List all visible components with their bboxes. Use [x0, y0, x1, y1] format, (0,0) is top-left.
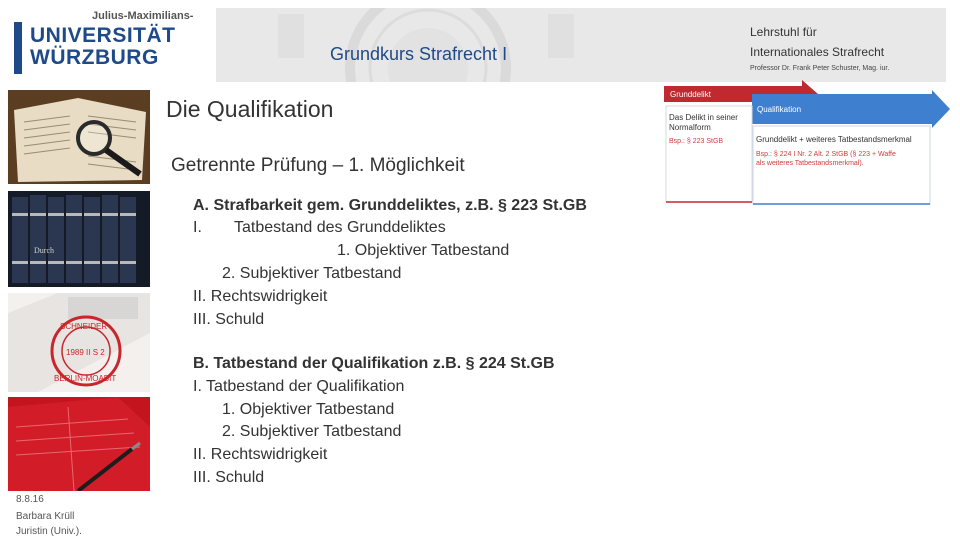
section-a-item2: II. Rechtswidrigkeit: [193, 288, 328, 305]
section-b-item1-sub1: 1. Objektiver Tatbestand: [222, 401, 395, 418]
court-stamp-illustration: [8, 293, 150, 392]
photo-court-stamp: [8, 293, 150, 392]
book-magnifier-illustration: [8, 90, 150, 184]
red-file-pen-illustration: [8, 397, 150, 491]
book-spine-text: Durch: [34, 246, 54, 255]
photo-red-file-pen: [8, 397, 150, 491]
logo-line-2: WÜRZBURG: [30, 46, 159, 69]
qualifikation-label: Qualifikation: [757, 105, 802, 114]
section-a-item3: III. Schuld: [193, 311, 265, 328]
footer-author: Barbara Krüll: [16, 511, 75, 522]
section-b-item1: I. Tatbestand der Qualifikation: [193, 378, 405, 395]
qualifikation-description: Grunddelikt + weiteres Tatbestandsmerkmal: [756, 135, 912, 144]
grunddelikt-description-1: Das Delikt in seiner: [669, 113, 738, 122]
qualifikation-example-1: Bsp.: § 224 I Nr. 2 Alt. 2 StGB (§ 223 + Waffe: [756, 151, 896, 158]
chair-line-2: Internationales Strafrecht: [750, 45, 885, 59]
section-a-item1-sub2: 2. Subjektiver Tatbestand: [222, 265, 402, 282]
grunddelikt-qualifikation-diagram: [660, 80, 952, 206]
section-b-item3: III. Schuld: [193, 469, 265, 486]
qualifikation-example-2: als weiteres Tatbestandsmerkmal).: [756, 160, 864, 167]
course-title: Grundkurs Strafrecht I: [330, 44, 508, 64]
slide-subheading: Getrennte Prüfung – 1. Möglichkeit: [171, 155, 465, 176]
stamp-mid-text: 1989 II S 2: [66, 348, 105, 357]
grunddelikt-label: Grunddelikt: [670, 90, 711, 99]
section-a-item1-sub1: 1. Objektiver Tatbestand: [337, 242, 510, 259]
section-b-item2: II. Rechtswidrigkeit: [193, 446, 328, 463]
section-b-item1-sub2: 2. Subjektiver Tatbestand: [222, 423, 402, 440]
logo-line-1: UNIVERSITÄT: [30, 24, 176, 47]
section-a-item1: Tatbestand des Grunddeliktes: [234, 219, 446, 236]
section-b-title: B. Tatbestand der Qualifikation z.B. § 224 St.GB: [193, 355, 555, 372]
logo-top-text: Julius-Maximilians-: [92, 10, 194, 22]
footer-title: Juristin (Univ.).: [16, 526, 82, 537]
slide-heading: Die Qualifikation: [166, 96, 334, 122]
grunddelikt-description-2: Normalform: [669, 123, 711, 132]
chair-professor: Professor Dr. Frank Peter Schuster, Mag. iur.: [750, 65, 890, 72]
photo-law-books: [8, 191, 150, 287]
footer-date: 8.8.16: [16, 494, 44, 505]
section-a-item1-number: I.: [193, 219, 202, 236]
grunddelikt-example: Bsp.: § 223 StGB: [669, 138, 724, 145]
stamp-bottom-text: BERLIN-MOABIT: [54, 374, 117, 383]
university-logo: [8, 8, 216, 82]
section-a-title: A. Strafbarkeit gem. Grunddeliktes, z.B. § 223 St.GB: [193, 197, 587, 214]
photo-old-book-magnifier: [8, 90, 150, 184]
law-books-illustration: [8, 191, 150, 287]
chair-line-1: Lehrstuhl für: [750, 25, 817, 39]
stamp-top-text: SCHNEIDER: [60, 322, 108, 331]
header-band: [8, 8, 946, 82]
logo-accent-bar: [14, 22, 22, 74]
